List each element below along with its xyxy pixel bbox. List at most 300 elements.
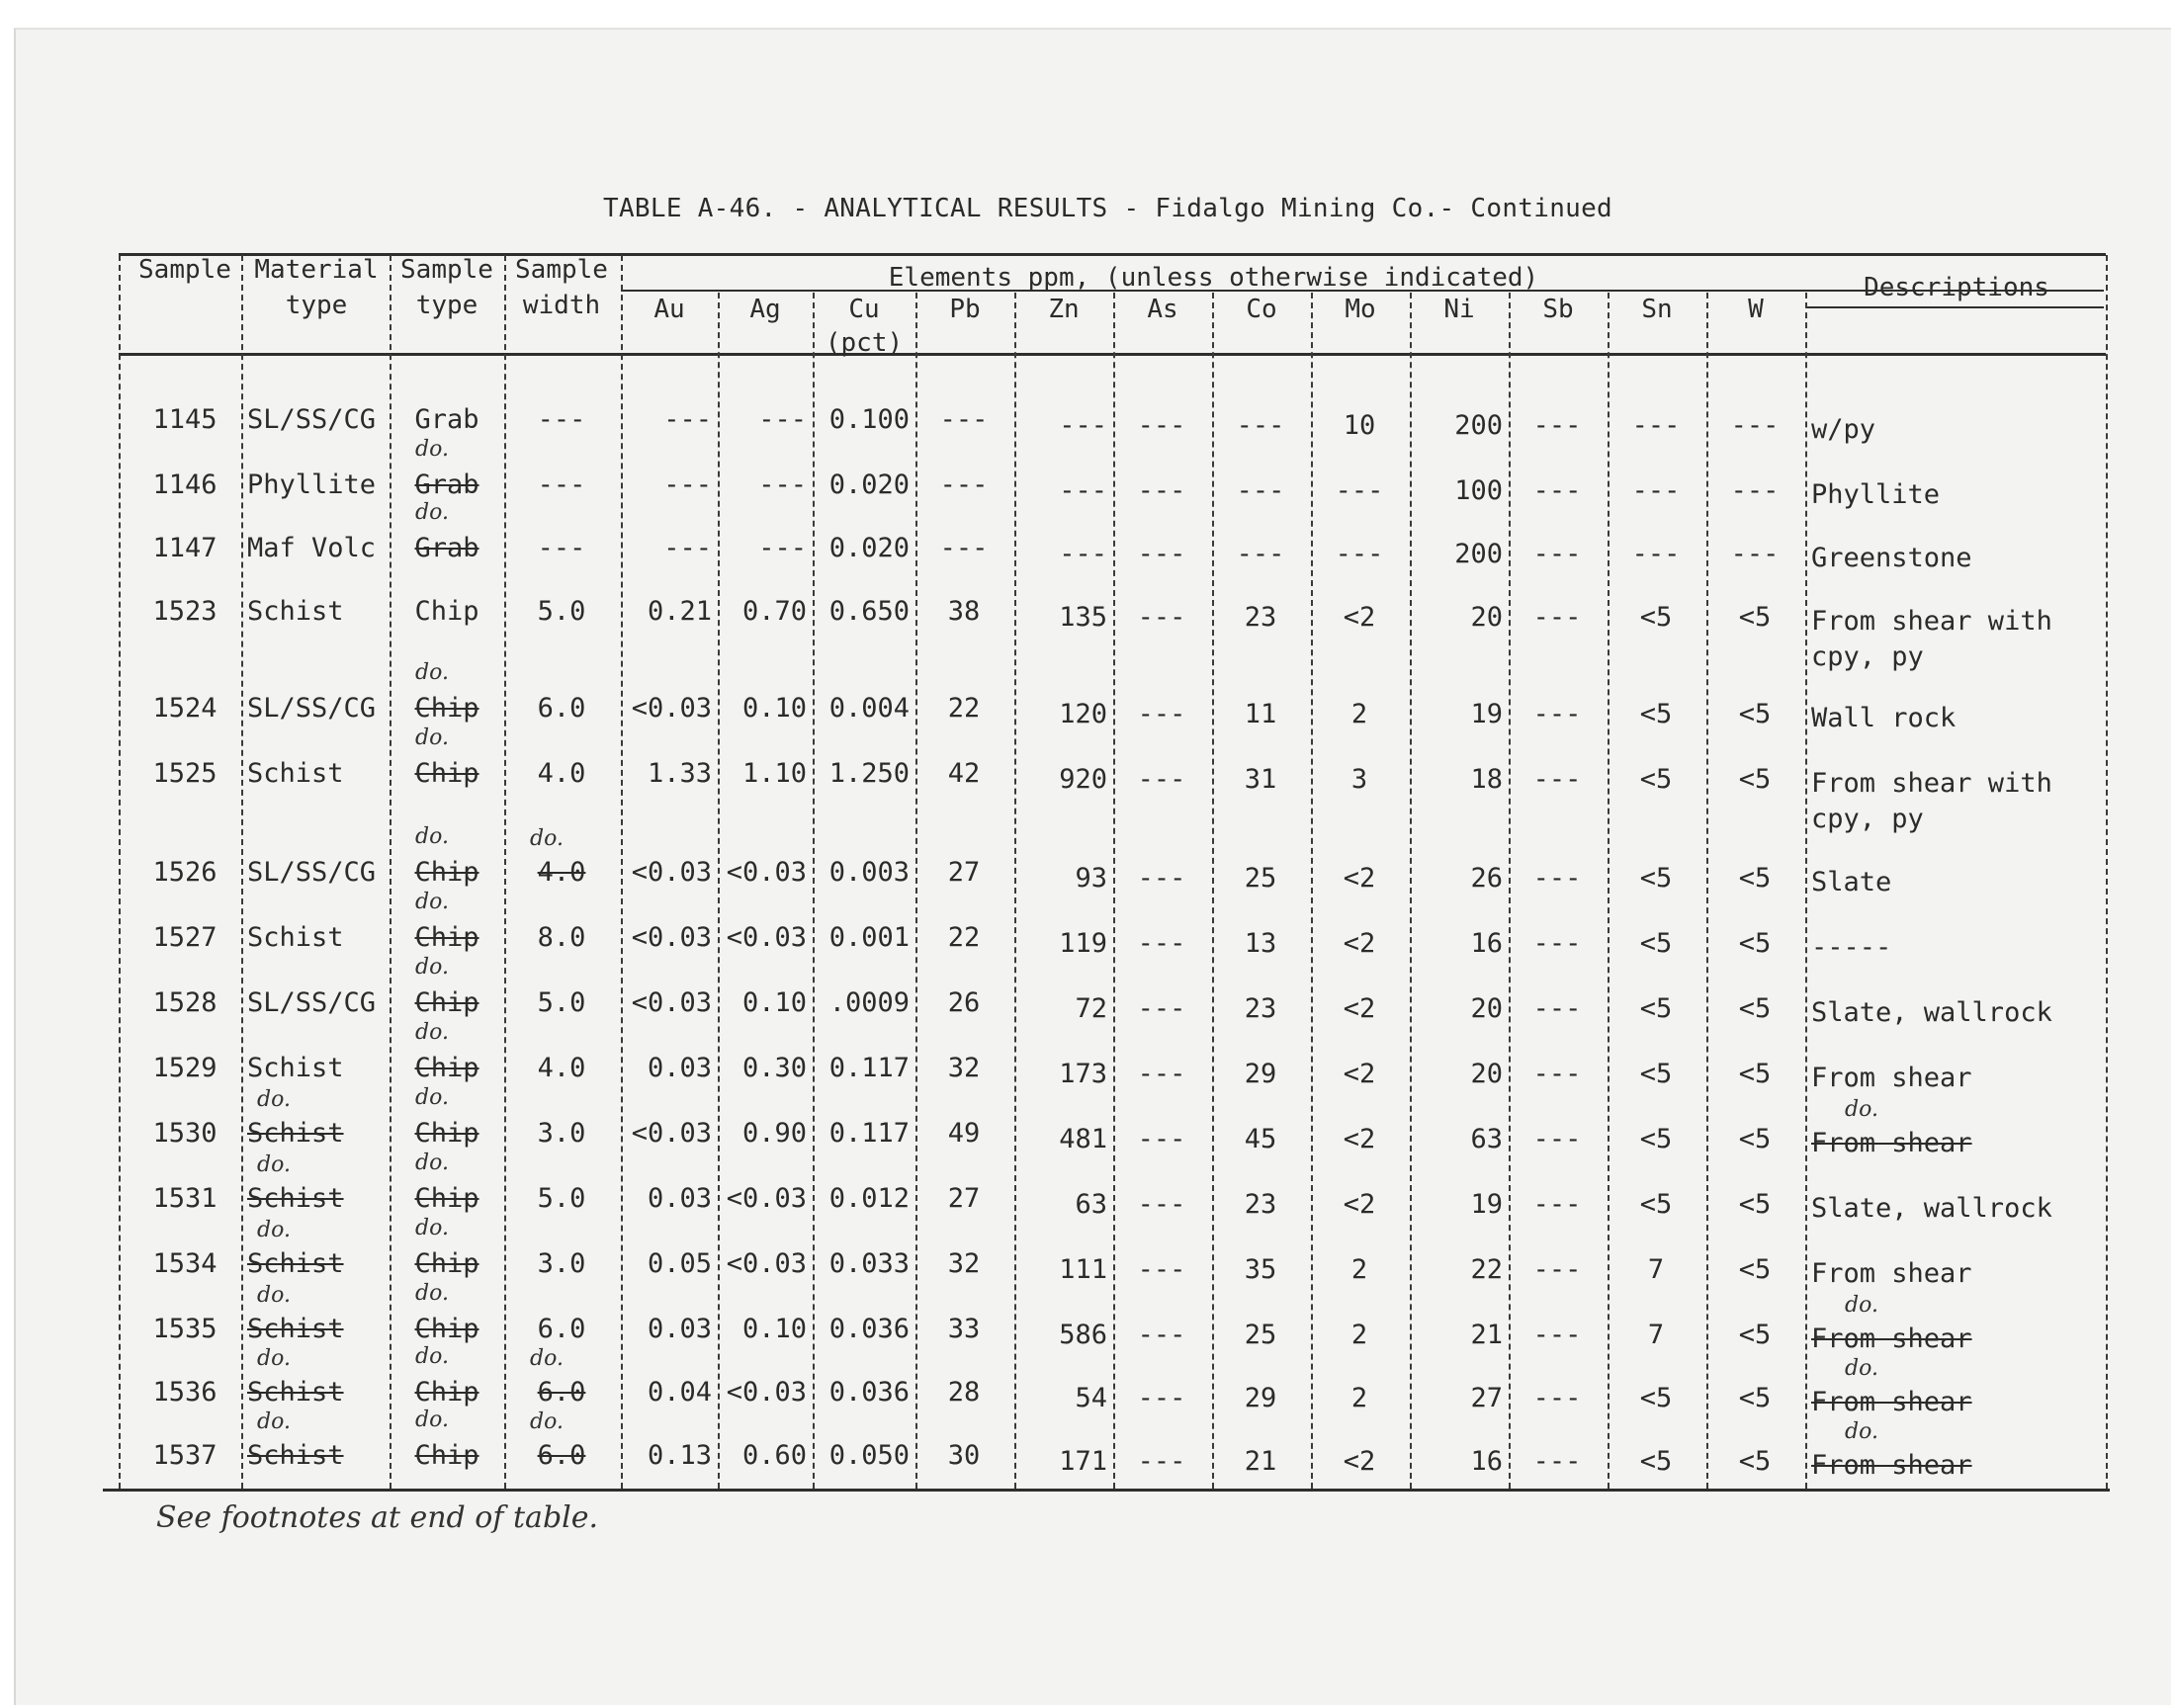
- header-descriptions: Descriptions: [1864, 273, 2049, 302]
- cell-w: <5: [1738, 1124, 1772, 1154]
- header-element-ag: Ag: [749, 295, 781, 324]
- cell-description: From shear: [1811, 1387, 1972, 1417]
- cell-mo: <2: [1343, 993, 1376, 1024]
- cell-sample: 1534: [152, 1248, 218, 1279]
- cell-sb: ---: [1532, 539, 1582, 569]
- cell-zn: ---: [1059, 410, 1107, 441]
- cell-sn: <5: [1639, 993, 1673, 1024]
- cell-as: ---: [1137, 1320, 1186, 1350]
- header-element-as: As: [1147, 295, 1178, 324]
- cell-as: ---: [1137, 1059, 1186, 1089]
- cell-as: ---: [1137, 1124, 1186, 1154]
- cell-ag: <0.03: [726, 1377, 807, 1408]
- ditto-mark-description: do.: [1845, 1419, 1878, 1444]
- cell-as: ---: [1137, 993, 1186, 1024]
- cell-sample-width: 6.0: [537, 1440, 586, 1471]
- cell-mo: <2: [1343, 1189, 1376, 1220]
- cell-mo: 2: [1350, 1254, 1368, 1285]
- cell-ag: 0.60: [741, 1440, 807, 1471]
- cell-au: 0.03: [647, 1314, 712, 1344]
- cell-mo: 10: [1343, 410, 1376, 441]
- cell-sb: ---: [1532, 602, 1582, 633]
- cell-w: <5: [1738, 602, 1772, 633]
- cell-sample: 1530: [152, 1118, 218, 1149]
- cell-ni: 20: [1470, 993, 1503, 1024]
- cell-description: Phyllite: [1811, 479, 1941, 510]
- cell-co: 29: [1244, 1383, 1277, 1413]
- column-divider: [1509, 293, 1511, 1489]
- cell-cu: 0.036: [828, 1377, 910, 1408]
- cell-pb: 22: [947, 922, 981, 953]
- cell-cu: 0.020: [828, 470, 910, 500]
- cell-co: ---: [1236, 410, 1285, 441]
- cell-sample-width: 4.0: [537, 758, 586, 789]
- cell-pb: ---: [939, 470, 989, 500]
- cell-sample: 1145: [152, 404, 218, 435]
- cell-cu: 0.117: [828, 1053, 910, 1083]
- cell-ni: 16: [1470, 1446, 1503, 1477]
- cell-zn: 63: [1075, 1189, 1107, 1220]
- cell-ni: 20: [1470, 1059, 1503, 1089]
- cell-description: w/py: [1811, 414, 1876, 445]
- cell-sb: ---: [1532, 1383, 1582, 1413]
- ditto-mark-type: do.: [415, 1344, 449, 1369]
- ditto-mark-type: do.: [415, 660, 449, 685]
- cell-cu: 0.020: [828, 533, 910, 563]
- column-divider: [1608, 293, 1610, 1489]
- cell-sample-width: 6.0: [537, 1377, 586, 1408]
- cell-w: <5: [1738, 993, 1772, 1024]
- cell-as: ---: [1137, 602, 1186, 633]
- cell-sample: 1524: [152, 693, 218, 724]
- column-divider: [119, 255, 121, 1489]
- cell-w: <5: [1738, 764, 1772, 795]
- column-divider: [718, 293, 720, 1489]
- column-divider: [1311, 293, 1313, 1489]
- cell-sb: ---: [1532, 863, 1582, 894]
- cell-w: <5: [1738, 1059, 1772, 1089]
- cell-sample-width: 4.0: [537, 857, 586, 888]
- column-divider: [1410, 293, 1412, 1489]
- cell-au: <0.03: [631, 693, 712, 724]
- cell-sn: <5: [1639, 1383, 1673, 1413]
- header-material-1: Material: [254, 255, 379, 285]
- cell-sb: ---: [1532, 1124, 1582, 1154]
- cell-pb: ---: [939, 404, 989, 435]
- cell-sample: 1535: [152, 1314, 218, 1344]
- cell-cu: 0.050: [828, 1440, 910, 1471]
- cell-sample-width: 6.0: [537, 1314, 586, 1344]
- cell-sb: ---: [1532, 928, 1582, 959]
- cell-sn: <5: [1639, 764, 1673, 795]
- cell-pb: 38: [947, 596, 981, 627]
- cell-ni: 22: [1470, 1254, 1503, 1285]
- cell-sample-width: 3.0: [537, 1118, 586, 1149]
- cell-ni: 100: [1454, 475, 1503, 506]
- cell-co: 25: [1244, 1320, 1277, 1350]
- cell-sn: ---: [1631, 410, 1681, 441]
- cell-sample-type: Chip: [414, 1248, 479, 1279]
- header-element-zn: Zn: [1048, 295, 1080, 324]
- cell-sample: 1147: [152, 533, 218, 563]
- cell-sample-width: 3.0: [537, 1248, 586, 1279]
- cell-co: 11: [1244, 699, 1277, 729]
- cell-material: Schist: [247, 1183, 344, 1214]
- ditto-mark-material: do.: [257, 1409, 291, 1434]
- cell-description-line2: cpy, py: [1811, 641, 1924, 672]
- cell-cu: .0009: [828, 987, 910, 1018]
- cell-as: ---: [1137, 863, 1186, 894]
- cell-mo: 2: [1350, 1320, 1368, 1350]
- ditto-mark-width: do.: [530, 1409, 564, 1434]
- cell-w: <5: [1738, 699, 1772, 729]
- cell-sb: ---: [1532, 475, 1582, 506]
- cell-co: 23: [1244, 1189, 1277, 1220]
- ditto-mark-material: do.: [257, 1346, 291, 1371]
- cell-ni: 27: [1470, 1383, 1503, 1413]
- cell-mo: 3: [1350, 764, 1368, 795]
- cell-pb: 32: [947, 1248, 981, 1279]
- cell-sample: 1525: [152, 758, 218, 789]
- cell-zn: ---: [1059, 539, 1107, 569]
- cell-w: <5: [1738, 1320, 1772, 1350]
- cell-zn: 586: [1059, 1320, 1107, 1350]
- cell-sn: 7: [1647, 1254, 1665, 1285]
- cell-sb: ---: [1532, 1446, 1582, 1477]
- cell-mo: <2: [1343, 1059, 1376, 1089]
- cell-au: 0.04: [647, 1377, 712, 1408]
- column-divider: [621, 255, 623, 1489]
- cell-sample: 1523: [152, 596, 218, 627]
- column-divider: [504, 255, 506, 1489]
- cell-as: ---: [1137, 475, 1186, 506]
- cell-material: Schist: [247, 1314, 344, 1344]
- cell-w: <5: [1738, 1254, 1772, 1285]
- ditto-mark-description: do.: [1845, 1097, 1878, 1122]
- cell-au: 0.13: [647, 1440, 712, 1471]
- cell-material: SL/SS/CG: [247, 857, 377, 888]
- cell-as: ---: [1137, 539, 1186, 569]
- cell-pb: 28: [947, 1377, 981, 1408]
- cell-ag: 0.10: [741, 1314, 807, 1344]
- header-element-cu: Cu: [848, 295, 880, 324]
- cell-description: Slate, wallrock: [1811, 1193, 2052, 1224]
- cell-pb: 49: [947, 1118, 981, 1149]
- ditto-mark-material: do.: [257, 1153, 291, 1177]
- cell-sample-type: Chip: [414, 1314, 479, 1344]
- ditto-mark-material: do.: [257, 1087, 291, 1112]
- cell-ag: ---: [758, 404, 807, 435]
- column-divider: [390, 255, 392, 1489]
- cell-sample: 1536: [152, 1377, 218, 1408]
- ditto-mark-type: do.: [415, 955, 449, 980]
- cell-sample-type: Chip: [414, 596, 479, 627]
- cell-pb: 33: [947, 1314, 981, 1344]
- cell-zn: 173: [1059, 1059, 1107, 1089]
- cell-sample-type: Chip: [414, 758, 479, 789]
- cell-w: ---: [1730, 475, 1780, 506]
- ditto-mark-width: do.: [530, 1346, 564, 1371]
- cell-au: 0.03: [647, 1053, 712, 1083]
- ditto-mark-type: do.: [415, 437, 449, 462]
- cell-sample: 1526: [152, 857, 218, 888]
- cell-ag: <0.03: [726, 922, 807, 953]
- cell-co: 25: [1244, 863, 1277, 894]
- cell-sample-type: Grab: [414, 404, 479, 435]
- cell-cu: 0.117: [828, 1118, 910, 1149]
- column-divider: [2106, 255, 2108, 1489]
- cell-sample: 1528: [152, 987, 218, 1018]
- cell-au: ---: [663, 404, 712, 435]
- header-sample-type-2: type: [415, 291, 478, 320]
- cell-co: 13: [1244, 928, 1277, 959]
- cell-mo: <2: [1343, 1124, 1376, 1154]
- cell-description: Wall rock: [1811, 703, 1957, 733]
- cell-co: 29: [1244, 1059, 1277, 1089]
- cell-sb: ---: [1532, 1059, 1582, 1089]
- cell-material: Schist: [247, 1118, 344, 1149]
- cell-ni: 63: [1470, 1124, 1503, 1154]
- header-sample-type-1: Sample: [400, 255, 493, 285]
- cell-ni: 18: [1470, 764, 1503, 795]
- cell-mo: 2: [1350, 699, 1368, 729]
- ditto-mark-type: do.: [415, 1216, 449, 1240]
- cell-sn: <5: [1639, 602, 1673, 633]
- cell-sn: <5: [1639, 699, 1673, 729]
- cell-pb: 27: [947, 1183, 981, 1214]
- header-element-co: Co: [1246, 295, 1277, 324]
- cell-cu: 0.001: [828, 922, 910, 953]
- cell-sample-type: Chip: [414, 922, 479, 953]
- cell-description: From shear: [1811, 1063, 1972, 1093]
- cell-pb: 27: [947, 857, 981, 888]
- cell-sample-width: ---: [537, 470, 586, 500]
- cell-sb: ---: [1532, 1189, 1582, 1220]
- cell-ag: 0.10: [741, 693, 807, 724]
- cell-sample: 1527: [152, 922, 218, 953]
- cell-ni: 200: [1454, 539, 1503, 569]
- column-divider: [241, 255, 243, 1489]
- cell-sb: ---: [1532, 993, 1582, 1024]
- cell-as: ---: [1137, 1383, 1186, 1413]
- cell-zn: 920: [1059, 764, 1107, 795]
- cell-description: Greenstone: [1811, 543, 1972, 573]
- cell-pb: 42: [947, 758, 981, 789]
- cell-w: <5: [1738, 1383, 1772, 1413]
- cell-sample-type: Chip: [414, 1053, 479, 1083]
- column-divider: [1014, 293, 1016, 1489]
- cell-sample: 1146: [152, 470, 218, 500]
- header-sample-width-1: Sample: [515, 255, 608, 285]
- cell-sn: <5: [1639, 1124, 1673, 1154]
- cell-sb: ---: [1532, 699, 1582, 729]
- cell-au: 0.05: [647, 1248, 712, 1279]
- cell-sample-type: Chip: [414, 987, 479, 1018]
- cell-zn: ---: [1059, 475, 1107, 506]
- cell-w: ---: [1730, 410, 1780, 441]
- cell-w: <5: [1738, 1446, 1772, 1477]
- cell-co: ---: [1236, 475, 1285, 506]
- cell-ni: 19: [1470, 1189, 1503, 1220]
- cell-zn: 119: [1059, 928, 1107, 959]
- cell-w: <5: [1738, 928, 1772, 959]
- cell-sample: 1537: [152, 1440, 218, 1471]
- cell-material: Schist: [247, 596, 344, 627]
- cell-material: Schist: [247, 1053, 344, 1083]
- cell-pb: ---: [939, 533, 989, 563]
- cell-sn: 7: [1647, 1320, 1665, 1350]
- cell-material: Maf Volc: [247, 533, 377, 563]
- cell-co: 35: [1244, 1254, 1277, 1285]
- cell-as: ---: [1137, 1254, 1186, 1285]
- header-elements-group: Elements ppm, (unless otherwise indicated): [888, 263, 1539, 293]
- cell-co: 45: [1244, 1124, 1277, 1154]
- ditto-mark-type: do.: [415, 1281, 449, 1306]
- ditto-mark-type: do.: [415, 890, 449, 914]
- cell-sample-width: 6.0: [537, 693, 586, 724]
- column-divider: [915, 293, 917, 1489]
- cell-sb: ---: [1532, 764, 1582, 795]
- column-divider: [1212, 293, 1214, 1489]
- header-cu-unit: (pct): [825, 328, 904, 358]
- cell-sample-type: Grab: [414, 470, 479, 500]
- cell-sn: <5: [1639, 1059, 1673, 1089]
- cell-material: SL/SS/CG: [247, 404, 377, 435]
- footnote: See footnotes at end of table.: [156, 1500, 599, 1535]
- cell-sample-width: ---: [537, 404, 586, 435]
- cell-sn: ---: [1631, 539, 1681, 569]
- cell-sb: ---: [1532, 1254, 1582, 1285]
- cell-zn: 171: [1059, 1446, 1107, 1477]
- cell-sample-width: ---: [537, 533, 586, 563]
- cell-ag: ---: [758, 533, 807, 563]
- header-bottom-rule: [119, 353, 2106, 356]
- cell-cu: 0.033: [828, 1248, 910, 1279]
- bottom-rule: [103, 1489, 2110, 1492]
- cell-au: ---: [663, 470, 712, 500]
- cell-au: <0.03: [631, 987, 712, 1018]
- table-title: TABLE A-46. - ANALYTICAL RESULTS - Fidalgo Mining Co.- Continued: [603, 194, 1613, 223]
- cell-as: ---: [1137, 764, 1186, 795]
- cell-au: ---: [663, 533, 712, 563]
- cell-description: From shear with: [1811, 768, 2052, 799]
- cell-ag: 0.70: [741, 596, 807, 627]
- cell-material: Schist: [247, 758, 344, 789]
- header-element-w: W: [1748, 295, 1764, 324]
- cell-cu: 0.012: [828, 1183, 910, 1214]
- cell-sample-type: Chip: [414, 1377, 479, 1408]
- cell-sample-width: 4.0: [537, 1053, 586, 1083]
- cell-cu: 0.004: [828, 693, 910, 724]
- cell-zn: 135: [1059, 602, 1107, 633]
- header-element-mo: Mo: [1345, 295, 1376, 324]
- cell-sample-type: Chip: [414, 1118, 479, 1149]
- column-divider: [1706, 293, 1708, 1489]
- ditto-mark-type: do.: [415, 500, 449, 525]
- cell-zn: 72: [1075, 993, 1107, 1024]
- cell-zn: 93: [1075, 863, 1107, 894]
- cell-sample: 1529: [152, 1053, 218, 1083]
- cell-description: Slate: [1811, 867, 1892, 897]
- cell-mo: <2: [1343, 928, 1376, 959]
- cell-pb: 32: [947, 1053, 981, 1083]
- cell-ag: 0.30: [741, 1053, 807, 1083]
- cell-ag: 0.10: [741, 987, 807, 1018]
- cell-sample-width: 5.0: [537, 596, 586, 627]
- cell-mo: <2: [1343, 1446, 1376, 1477]
- cell-description: From shear with: [1811, 606, 2052, 637]
- header-material-2: type: [285, 291, 348, 320]
- ditto-mark-description: do.: [1845, 1293, 1878, 1318]
- cell-sn: <5: [1639, 1446, 1673, 1477]
- cell-material: Schist: [247, 922, 344, 953]
- cell-mo: <2: [1343, 602, 1376, 633]
- cell-cu: 0.100: [828, 404, 910, 435]
- cell-ag: <0.03: [726, 857, 807, 888]
- cell-mo: <2: [1343, 863, 1376, 894]
- ditto-mark-type: do.: [415, 1085, 449, 1110]
- cell-au: <0.03: [631, 922, 712, 953]
- cell-au: <0.03: [631, 1118, 712, 1149]
- ditto-mark-material: do.: [257, 1218, 291, 1242]
- cell-as: ---: [1137, 1189, 1186, 1220]
- cell-sn: <5: [1639, 1189, 1673, 1220]
- cell-mo: 2: [1350, 1383, 1368, 1413]
- cell-au: 0.03: [647, 1183, 712, 1214]
- header-element-pb: Pb: [949, 295, 981, 324]
- cell-sn: ---: [1631, 475, 1681, 506]
- cell-as: ---: [1137, 1446, 1186, 1477]
- header-element-au: Au: [653, 295, 685, 324]
- cell-ni: 21: [1470, 1320, 1503, 1350]
- cell-sample-width: 5.0: [537, 1183, 586, 1214]
- cell-au: <0.03: [631, 857, 712, 888]
- cell-sample-width: 5.0: [537, 987, 586, 1018]
- cell-description: From shear: [1811, 1450, 1972, 1481]
- cell-zn: 111: [1059, 1254, 1107, 1285]
- cell-mo: ---: [1335, 539, 1384, 569]
- cell-pb: 22: [947, 693, 981, 724]
- column-divider: [1113, 293, 1115, 1489]
- cell-ag: 1.10: [741, 758, 807, 789]
- column-divider: [813, 293, 815, 1489]
- column-divider: [1805, 293, 1807, 1489]
- cell-co: 23: [1244, 602, 1277, 633]
- cell-sample-width: 8.0: [537, 922, 586, 953]
- header-element-sb: Sb: [1542, 295, 1574, 324]
- ditto-mark-description: do.: [1845, 1356, 1878, 1381]
- cell-sample-type: Chip: [414, 693, 479, 724]
- cell-as: ---: [1137, 928, 1186, 959]
- cell-ag: 0.90: [741, 1118, 807, 1149]
- cell-co: 21: [1244, 1446, 1277, 1477]
- cell-description: From shear: [1811, 1128, 1972, 1158]
- cell-sample-type: Chip: [414, 1183, 479, 1214]
- cell-w: ---: [1730, 539, 1780, 569]
- cell-sample-type: Chip: [414, 857, 479, 888]
- cell-material: Schist: [247, 1377, 344, 1408]
- cell-as: ---: [1137, 699, 1186, 729]
- cell-ni: 200: [1454, 410, 1503, 441]
- cell-sample-type: Chip: [414, 1440, 479, 1471]
- cell-as: ---: [1137, 410, 1186, 441]
- cell-w: <5: [1738, 863, 1772, 894]
- cell-material: Schist: [247, 1440, 344, 1471]
- cell-sample: 1531: [152, 1183, 218, 1214]
- cell-ni: 19: [1470, 699, 1503, 729]
- cell-description: -----: [1811, 932, 1892, 963]
- ditto-mark-type: do.: [415, 1151, 449, 1175]
